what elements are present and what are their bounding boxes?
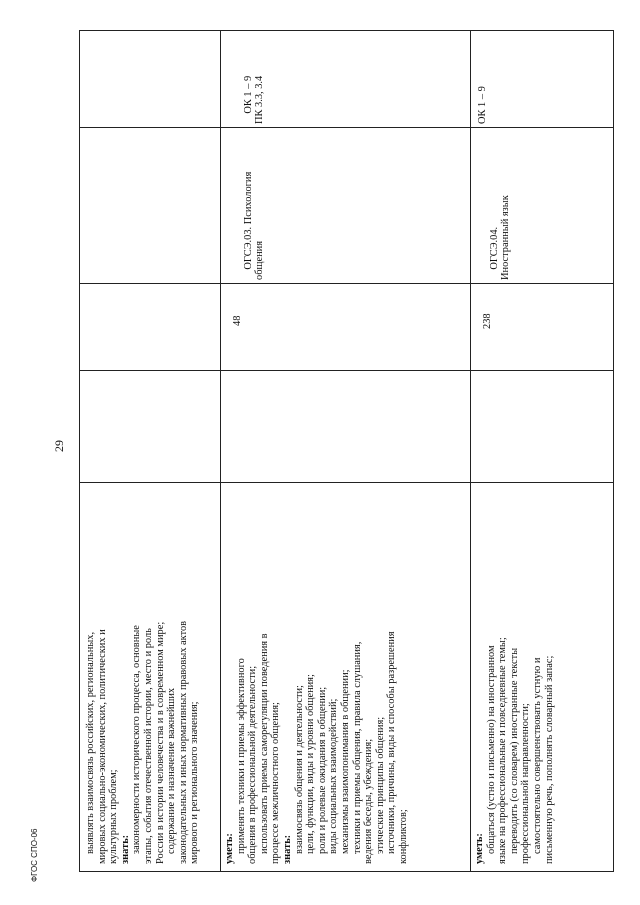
row-3-requirements [474,637,555,864]
requirement-line: взаимосвязь общения и деятельности; [293,685,305,854]
requirement-line: законодательных и иных нормативных правовых актов [177,620,189,864]
row-3-competencies: ОК 1 – 9 [477,86,488,124]
requirement-line: конфликтов; [397,809,409,864]
requirement-line: культурных проблем; [108,769,120,864]
requirement-line: механизмы взаимопонимания в общении; [339,669,351,854]
requirement-line: мирового и регионального значения; [189,701,201,864]
row-2-hours: 48 [232,315,243,326]
row-divider [470,30,471,872]
row-divider [220,30,221,872]
requirement-line: цели, функции, виды и уровни общения; [305,674,317,854]
requirement-line: общения в профессиональной деятельности; [247,665,259,864]
row-2-requirements [224,631,410,864]
section-heading: уметь: [224,833,235,864]
row-2-discipline: ОГСЭ.03. Психология общения [242,171,266,280]
requirement-line: применять техники и приемы эффективного [235,658,247,854]
requirement-line: этические принципы общения; [374,716,386,854]
requirement-line: процессе межличностного общения; [270,702,282,864]
row-2-competencies: ОК 1 – 9 ПК 3.3, 3.4 [242,75,266,124]
row-3-hours: 238 [482,313,493,329]
requirement-line: общаться (устно и письменно) на иностранном [485,645,497,854]
requirement-line: письменную речь, пополнять словарный запас; [543,655,555,864]
requirement-line: профессиональной направленности; [520,703,532,864]
page-number: 29 [52,440,66,452]
section-heading: знать: [281,834,293,864]
column-divider [79,482,614,483]
requirement-line: содержание и назначение важнейших [166,687,178,854]
requirement-line: переводить (со словарем) иностранные тексты [508,647,520,854]
requirement-line: ведения беседы, убеждения; [363,738,375,864]
table-border-right [613,30,614,872]
requirement-line: этапы, события отечественной истории, место и роль [142,628,154,864]
requirement-line: самостоятельно совершенствовать устную и [531,657,543,854]
requirement-line: закономерности исторического процесса, основные [131,625,143,854]
table-border-bottom [79,871,614,872]
column-divider [79,370,614,371]
requirement-line: мировых социально-экономических, политических и [96,629,108,864]
column-divider [79,127,614,128]
requirement-line: источники, причины, виды и способы разрешения [386,631,398,854]
requirement-line: техники и приемы общения, правила слушания, [351,641,363,854]
table-border-left [79,30,80,872]
section-heading: знать: [119,834,131,864]
requirement-line: России в истории человечества и в современном мире; [154,621,166,864]
requirement-line: языке на профессиональные и повседневные темы; [497,637,509,864]
row-1-requirements [85,621,201,864]
requirement-line: роли и ролевые ожидания в общении; [316,686,328,854]
requirement-line: использовать приемы саморегуляции поведения в [258,633,270,854]
row-3-discipline: ОГСЭ.04. Иностранный язык [488,195,512,280]
column-divider [79,283,614,284]
requirement-line: виды социальных взаимодействий; [328,698,340,854]
table-border-top [79,30,614,31]
curriculum-table [79,30,614,872]
section-heading: уметь: [474,833,485,864]
requirement-line: выявлять взаимосвязь российских, региональных, [85,631,96,854]
